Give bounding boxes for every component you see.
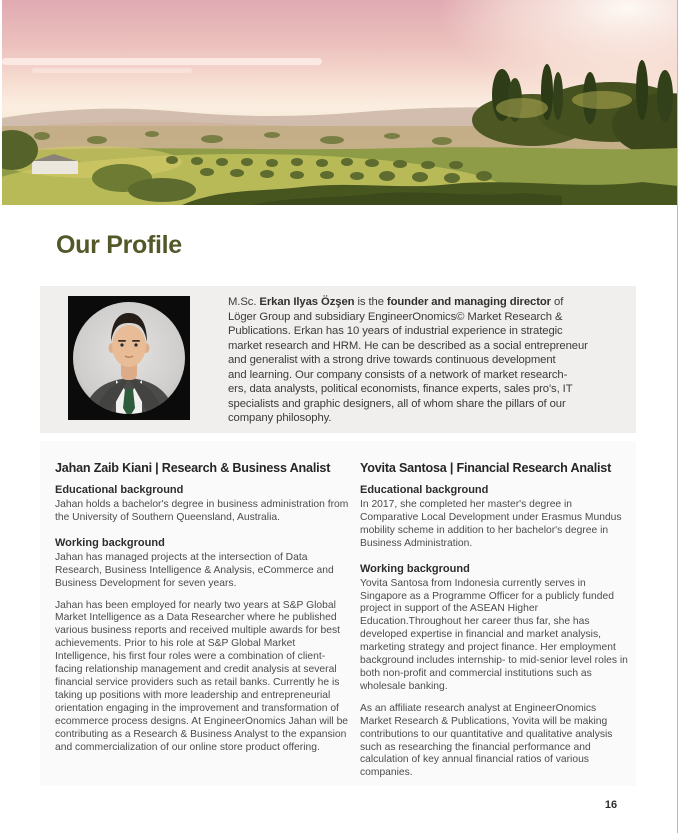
working-paragraph: Yovita Santosa from Indonesia currently serves in Singapore as a Programme Officer for a publicly funded project in support of the ASEAN Higher Education.Throughout her career thus far, she has developed expertise in financial and market analysis, marketing strategy and project finance. Her employment background includes internship- to mid-senior level roles in both non-profit and commercial institutions such as wholesale banking. <box>360 577 628 692</box>
landscape-illustration <box>2 0 678 205</box>
bio-line: specialists and graphic designers, all of whom share the pillars of our <box>228 397 566 410</box>
bio-line: Löger Group and subsidiary EngineerOnomics© Market Research & <box>228 310 563 323</box>
member-name: Jahan Zaib Kiani | Research & Business Analist <box>55 461 331 475</box>
working-background-label: Working background <box>55 536 165 549</box>
educational-paragraph: Jahan holds a bachelor's degree in business administration from the University of Southern Queensland, Australia. <box>55 499 349 523</box>
bio-line: company philosophy. <box>228 412 332 425</box>
founder-bio-card <box>40 286 636 433</box>
working-paragraph: Jahan has managed projects at the intersection of Data Research, Business Intelligence & Analysis, eCommerce and Business Development for seven years. <box>55 551 334 589</box>
working-paragraph: As an affiliate research analyst at EngineerOnomics Market Research & Publications, Yovita will be making contributions to our quantitative and qualitative analysis such as researching the financial performance and calculation of key annual financial ratios of various companies. <box>360 702 613 779</box>
working-background-label: Working background <box>360 562 470 575</box>
bio-line: and generalist with a strong drive towards continuous development <box>228 354 556 367</box>
bio-line: M.Sc. Erkan Ilyas Özşen is the founder and managing director of <box>228 296 564 308</box>
member-profile-yovita <box>360 461 628 789</box>
founder-bio-text <box>228 295 634 426</box>
landscape-photo <box>2 0 678 205</box>
bio-line: market research and HRM. He can be described as a social entrepreneur <box>228 339 588 352</box>
member-name: Yovita Santosa | Financial Research Analist <box>360 461 612 475</box>
bio-line: ers, data analysts, political economists, finance experts, sales pro's, IT <box>228 383 573 396</box>
founder-portrait-illustration <box>68 296 190 420</box>
educational-background-label: Educational background <box>360 484 489 496</box>
educational-paragraph: In 2017, she completed her master's degree in Comparative Local Development under Erasmus Mundus mobility scheme in addition to her bachelor's degree in Business Administration. <box>360 499 622 549</box>
team-profiles-card <box>40 441 636 786</box>
bio-line: Publications. Erkan has 10 years of industrial experience in strategic <box>228 325 563 338</box>
member-profile-jahan <box>55 461 351 763</box>
page-title: Our Profile <box>56 231 182 259</box>
educational-background-label: Educational background <box>55 484 184 496</box>
working-paragraph: Jahan has been employed for nearly two years at S&P Global Market Intelligence as a Data Researcher where he published various business reports and received multiple awards for best achievements. Prior to his role at S&P Global Market Intelligence, his first four roles were a combination of client-facing relationship management and credit analysis at several financial service providers such as retail banks. Currently he is taking up positions with more leadership and entrepreneurial orientation engaging in the improvement and transformation of ecommerce process designs. At EngineerOnomics Jahan will be contributing as a Research & Business Analyst to the expansion and commercialization of our online store product offering. <box>55 599 349 753</box>
founder-photo <box>68 296 190 420</box>
bio-line: and learning. Our company consists of a network of market research- <box>228 368 568 381</box>
page-number: 16 <box>604 799 618 811</box>
